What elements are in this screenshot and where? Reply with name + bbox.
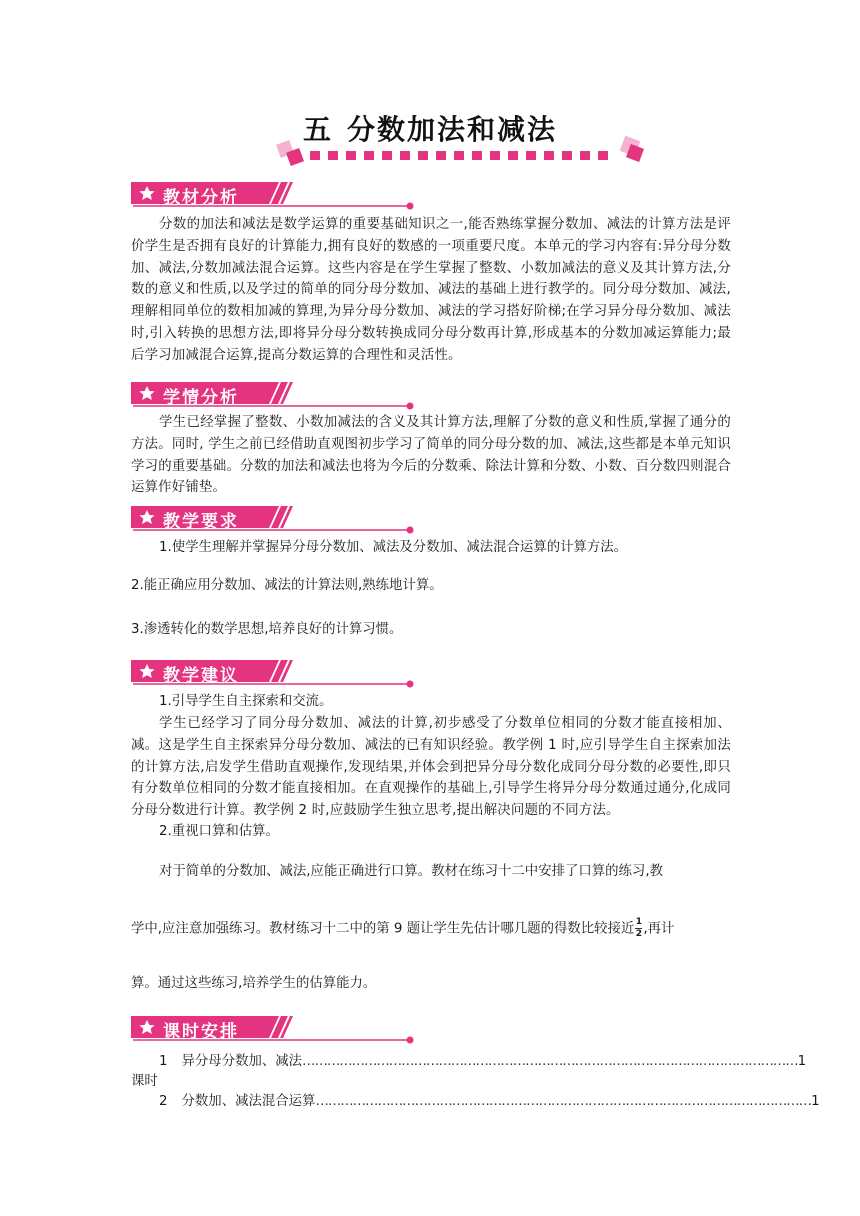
title-decoration bbox=[270, 136, 652, 172]
analysis-paragraph: 分数的加法和减法是数学运算的重要基础知识之一,能否熟练掌握分数加、减法的计算方法是评价学生是否拥有良好的计算能力,拥有良好的数感的一项重要尺度。本单元的学习内容有:异分母分数加、减法,分数加减法混合运算。这些内容是在学生掌握了整数、小数加减法的意义及其计算方法,分数的意义和性质,以及学过的简单的同分母分数加、减法的基础上进行教学的。同分母分数加、减法,理解相同单位的数相加减的算理,为异分母分数加、减法的学习搭好阶梯;在学习异分母分数加、减法时,引入转换的思想方法,即将异分母分数转换成同分母分数再计算,形成基本的分数加减运算能力;最后学习加减混合运算,提高分数运算的合理性和灵活性。 bbox=[131, 217, 731, 363]
fraction-denominator: 2 bbox=[635, 929, 642, 939]
suggestion-paragraph: 学生已经学习了同分母分数加、减法的计算,初步感受了分数单位相同的分数才能直接相加、减。这是学生自主探索异分母分数加、减法的已有知识经验。教学例 1 时,应引导学生自主探索加法的计算方法,启发学生借助直观操作,发现结果,并体会到把异分母分数化成同分母分数的必要性,即只有分数单位相同的分数才能直接相加。在直观操作的基础上,引导学生将异分母分数通过通分,化成同分母分数进行计算。教学例 2 时,应鼓励学生独立思考,提出解决问题的不同方法。 bbox=[131, 716, 731, 819]
section-title: 教材分析 bbox=[163, 188, 239, 208]
schedule-row-wrap bbox=[131, 1072, 736, 1092]
chapter-title-text: 分数加法和减法 bbox=[347, 113, 558, 146]
schedule-count: 1 bbox=[811, 1094, 820, 1109]
section-title: 教学建议 bbox=[163, 666, 239, 686]
suggestion-line: 算。通过这些练习,培养学生的估算能力。 bbox=[131, 976, 377, 991]
section-title: 课时安排 bbox=[163, 1022, 239, 1042]
section-title: 教学要求 bbox=[163, 512, 239, 532]
schedule-index: 1 bbox=[159, 1054, 168, 1069]
schedule-count: 1 bbox=[797, 1054, 807, 1069]
suggestion-item-title: 1.引导学生自主探索和交流。 bbox=[159, 694, 333, 709]
chapter-number: 五 bbox=[302, 113, 333, 146]
schedule-topic: 异分母分数加、减法 bbox=[181, 1054, 303, 1069]
suggestion-line-with-fraction bbox=[131, 918, 674, 940]
section-header-schedule bbox=[131, 1014, 416, 1056]
fraction-numerator: 1 bbox=[635, 917, 642, 927]
leader-dots: ………………………………………………………………………………………………………… bbox=[315, 1094, 812, 1109]
suggestion-item-title: 2.重视口算和估算。 bbox=[159, 824, 279, 839]
requirement-item: 2.能正确应用分数加、减法的计算法则,熟练地计算。 bbox=[131, 578, 443, 593]
suggestion-line-text: ,再计 bbox=[643, 921, 675, 937]
section-title: 学情分析 bbox=[163, 388, 239, 408]
schedule-unit: 课时 bbox=[131, 1074, 158, 1089]
requirement-item: 3.渗透转化的数学思想,培养良好的计算习惯。 bbox=[131, 622, 403, 637]
students-paragraph: 学生已经掌握了整数、小数加减法的含义及其计算方法,理解了分数的意义和性质,掌握了通分的方法。同时, 学生之前已经借助直观图初步学习了简单的同分母分数的加、减法,这些都是本单元知识学习的重要基础。分数的加法和减法也将为今后的分数乘、除法计算和分数、小数、百分数四则混合运算作好铺垫。 bbox=[131, 415, 731, 496]
schedule-topic: 分数加、减法混合运算 bbox=[181, 1094, 316, 1109]
schedule-list bbox=[131, 1052, 820, 1112]
leader-dots: ………………………………………………………………………………………………………… bbox=[302, 1054, 798, 1069]
fraction-one-half bbox=[635, 918, 642, 939]
schedule-row bbox=[131, 1052, 807, 1072]
suggestion-line-text: 学中,应注意加强练习。教材练习十二中的第 9 题让学生先估计哪几题的得数比较接近 bbox=[131, 921, 635, 937]
suggestion-line: 对于简单的分数加、减法,应能正确进行口算。教材在练习十二中安排了口算的练习,教 bbox=[159, 864, 663, 879]
requirement-item: 1.使学生理解并掌握异分母分数加、减法及分数加、减法混合运算的计算方法。 bbox=[159, 540, 628, 555]
schedule-index: 2 bbox=[159, 1094, 168, 1109]
schedule-row bbox=[131, 1092, 820, 1112]
